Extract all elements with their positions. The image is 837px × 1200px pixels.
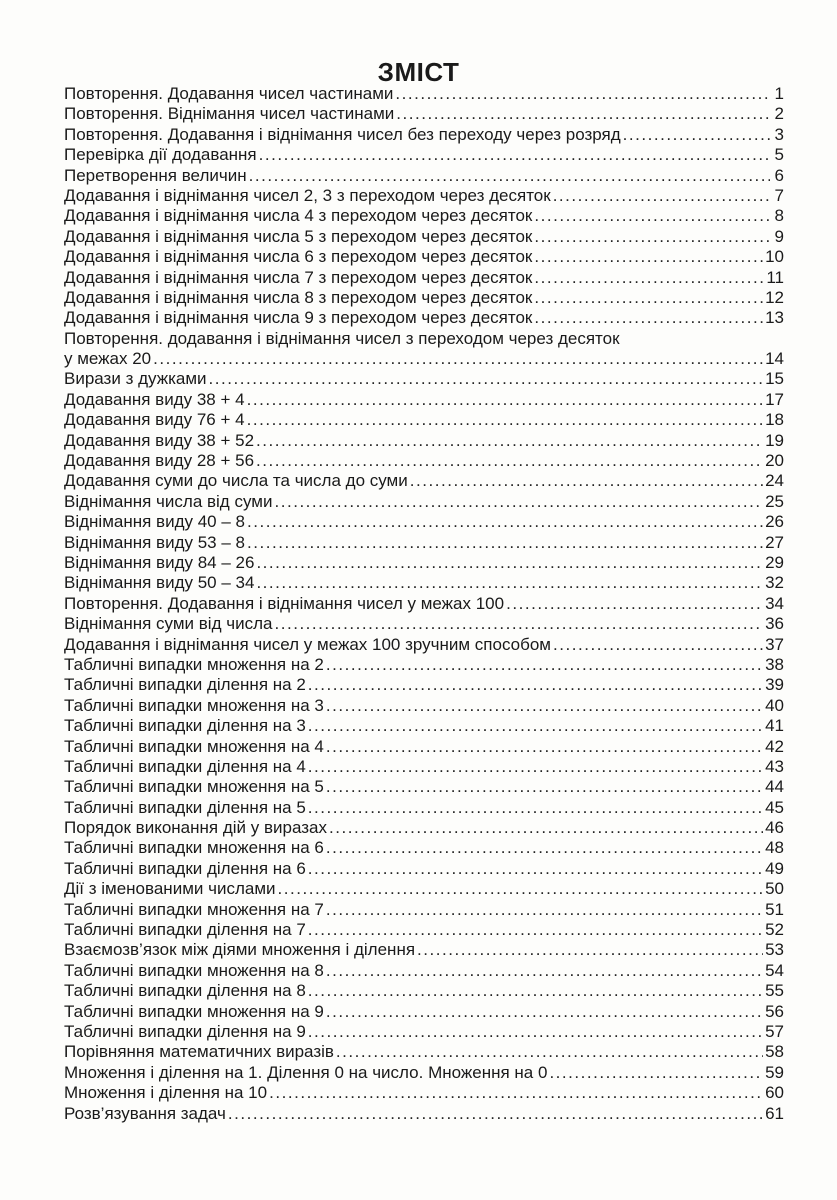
toc-page-number: 49 [765, 858, 784, 878]
toc-entry-title: Додавання виду 76 + 4 [64, 410, 245, 430]
toc-page-number: 15 [765, 369, 784, 389]
toc-entry[interactable] [64, 533, 784, 553]
toc-entry-title: Віднімання виду 50 – 34 [64, 573, 255, 593]
toc-entry[interactable] [64, 206, 784, 226]
dot-leader [247, 533, 763, 553]
toc-entry[interactable] [64, 186, 784, 206]
dot-leader [308, 920, 763, 940]
toc-page-number: 19 [765, 430, 784, 450]
toc-entry[interactable] [64, 655, 784, 675]
toc-entry[interactable] [64, 1063, 784, 1083]
dot-leader [326, 961, 763, 981]
toc-entry[interactable] [64, 675, 784, 695]
toc-entry-title: Додавання і віднімання числа 8 з переходом через десяток [64, 287, 533, 307]
toc-entry[interactable] [64, 614, 784, 634]
dot-leader [410, 471, 763, 491]
dot-leader [326, 655, 763, 675]
toc-page-number: 25 [765, 491, 784, 511]
dot-leader [308, 716, 763, 736]
toc-entry-title: Табличні випадки множення на 5 [64, 777, 324, 797]
toc-page-number: 13 [765, 308, 784, 328]
dot-leader [506, 594, 763, 614]
dot-leader [534, 247, 763, 267]
dot-leader [256, 553, 763, 573]
dot-leader [396, 104, 770, 124]
toc-entry-title: Перетворення величин [64, 165, 247, 185]
toc-page-number: 60 [765, 1083, 784, 1103]
toc-page-number: 7 [774, 185, 784, 205]
dot-leader [329, 818, 763, 838]
toc-entry[interactable] [64, 288, 784, 308]
toc-page-number: 5 [774, 145, 784, 165]
toc-entry[interactable] [64, 104, 784, 124]
toc-page-number: 37 [765, 634, 784, 654]
toc-page-number: 29 [765, 552, 784, 572]
toc-page-number: 42 [765, 736, 784, 756]
toc-entry[interactable] [64, 696, 784, 716]
dot-leader [256, 451, 763, 471]
dot-leader [417, 940, 763, 960]
toc-page-number: 45 [765, 797, 784, 817]
toc-entry[interactable] [64, 512, 784, 532]
toc-page-number: 8 [774, 206, 784, 226]
toc-entry[interactable] [64, 737, 784, 757]
toc-entry[interactable] [64, 757, 784, 777]
toc-page-number: 38 [765, 654, 784, 674]
dot-leader [549, 1063, 763, 1083]
dot-leader [534, 308, 763, 328]
toc-entry[interactable] [64, 268, 784, 288]
toc-entry-title: Додавання суми до числа та числа до суми [64, 471, 408, 491]
toc-page-number: 24 [765, 471, 784, 491]
dot-leader [153, 349, 763, 369]
dot-leader [326, 838, 763, 858]
toc-page-number: 61 [765, 1103, 784, 1123]
toc-page-number: 9 [774, 226, 784, 246]
toc-entry[interactable] [64, 940, 784, 960]
toc-entry-title: Табличні випадки множення на 2 [64, 654, 324, 674]
toc-entry-title: Порядок виконання дій у виразах [64, 818, 327, 838]
toc-entry-title: Віднімання виду 53 – 8 [64, 532, 245, 552]
dot-leader [247, 390, 764, 410]
toc-entry-title: Табличні випадки множення на 8 [64, 960, 324, 980]
toc-entry[interactable] [64, 308, 784, 328]
toc-entry-title-continued: у межах 20 [64, 349, 152, 369]
toc-page-number: 58 [765, 1042, 784, 1062]
toc-entry[interactable] [64, 573, 784, 593]
dot-leader [256, 573, 763, 593]
toc-entry[interactable] [64, 1002, 784, 1022]
toc-page-number: 1 [774, 84, 784, 103]
toc-entry-title: Табличні випадки множення на 7 [64, 899, 324, 919]
toc-entry[interactable] [64, 920, 784, 940]
toc-entry[interactable] [64, 390, 784, 410]
toc-page-number: 52 [765, 920, 784, 940]
toc-entry[interactable] [64, 818, 784, 838]
toc-entry-title: Розв’язування задач [64, 1103, 226, 1123]
toc-entry-title: Додавання і віднімання числа 7 з переходом через десяток [64, 267, 533, 287]
toc-entry-title: Табличні випадки ділення на 5 [64, 797, 306, 817]
toc-page-number: 41 [765, 716, 784, 736]
toc-entry-title: Додавання і віднімання чисел у межах 100 зручним способом [64, 634, 551, 654]
dot-leader [534, 268, 764, 288]
toc-page-number: 51 [765, 899, 784, 919]
toc-entry-title: Табличні випадки множення на 4 [64, 736, 324, 756]
toc-page-number: 3 [774, 124, 784, 144]
dot-leader [534, 288, 763, 308]
toc-page-number: 48 [765, 838, 784, 858]
dot-leader [623, 125, 770, 145]
dot-leader [269, 1083, 763, 1103]
toc-entry[interactable] [64, 879, 784, 899]
toc-entry[interactable] [64, 227, 784, 247]
toc-entry[interactable] [64, 492, 784, 512]
toc-entry-title: Дії з іменованими числами [64, 879, 276, 899]
toc-entry[interactable] [64, 716, 784, 736]
toc-entry-title: Перевірка дії додавання [64, 145, 257, 165]
toc-page-number: 39 [765, 675, 784, 695]
toc-page-number: 26 [765, 512, 784, 532]
dot-leader [308, 859, 763, 879]
toc-page-number: 36 [765, 614, 784, 634]
toc-entry[interactable] [64, 1022, 784, 1042]
toc-entry[interactable] [64, 1042, 784, 1062]
toc-entry-title: Табличні випадки ділення на 8 [64, 981, 306, 1001]
toc-entry[interactable] [64, 471, 784, 491]
dot-leader [308, 675, 763, 695]
dot-leader [336, 1042, 763, 1062]
toc-entry[interactable] [64, 553, 784, 573]
toc-entry-title: Табличні випадки ділення на 9 [64, 1021, 306, 1041]
dot-leader [553, 635, 763, 655]
dot-leader [209, 369, 764, 389]
toc-entry-title: Повторення. Додавання чисел частинами [64, 84, 394, 103]
dot-leader [249, 166, 770, 186]
toc-entry[interactable] [64, 125, 784, 145]
toc-entry[interactable] [64, 247, 784, 267]
toc-page-number: 14 [765, 349, 784, 369]
dot-leader [308, 1022, 763, 1042]
toc-entry-title: Додавання і віднімання числа 4 з переходом через десяток [64, 206, 533, 226]
dot-leader [308, 981, 763, 1001]
toc-entry-title: Множення і ділення на 10 [64, 1083, 268, 1103]
toc-entry-title: Додавання виду 38 + 4 [64, 389, 245, 409]
toc-entry-title: Віднімання числа від суми [64, 491, 273, 511]
dot-leader [247, 512, 763, 532]
dot-leader [326, 737, 763, 757]
dot-leader [247, 410, 764, 430]
toc-entry[interactable] [64, 961, 784, 981]
toc-entry-title: Віднімання суми від числа [64, 614, 273, 634]
dot-leader [395, 84, 770, 104]
toc-page-number: 11 [766, 267, 784, 287]
dot-leader [274, 492, 763, 512]
toc-entry-title: Табличні випадки ділення на 7 [64, 920, 306, 940]
toc-entry[interactable] [64, 859, 784, 879]
toc-entry-title: Табличні випадки ділення на 6 [64, 858, 306, 878]
toc-entry-title: Повторення. Додавання і віднімання чисел у межах 100 [64, 593, 505, 613]
toc-page-number: 18 [765, 410, 784, 430]
toc-entry[interactable] [64, 431, 784, 451]
toc-page-number: 20 [765, 451, 784, 471]
toc-entry[interactable] [64, 410, 784, 430]
dot-leader [326, 777, 763, 797]
toc-page-number: 44 [765, 777, 784, 797]
table-of-contents [64, 84, 784, 1124]
toc-entry[interactable] [64, 1083, 784, 1103]
toc-entry[interactable] [64, 1104, 784, 1124]
toc-entry-title: Взаємозв’язок між діями множення і ділення [64, 940, 416, 960]
dot-leader [259, 145, 770, 165]
toc-entry-title: Табличні випадки множення на 9 [64, 1001, 324, 1021]
toc-page-number: 43 [765, 756, 784, 776]
toc-entry[interactable] [64, 369, 784, 389]
toc-entry[interactable] [64, 329, 784, 370]
toc-page-number: 32 [765, 573, 784, 593]
toc-entry-title: Додавання виду 38 + 52 [64, 430, 255, 450]
toc-entry-title: Додавання і віднімання числа 6 з переходом через десяток [64, 247, 533, 267]
toc-entry-title: Додавання і віднімання чисел 2, 3 з переходом через десяток [64, 185, 551, 205]
toc-entry-title: Додавання і віднімання числа 9 з переходом через десяток [64, 308, 533, 328]
toc-entry-title: Множення і ділення на 1. Ділення 0 на число. Множення на 0 [64, 1062, 548, 1082]
toc-page-number: 55 [765, 981, 784, 1001]
toc-entry-title: Повторення. Віднімання чисел частинами [64, 104, 395, 124]
dot-leader [326, 1002, 763, 1022]
toc-page-number: 2 [774, 104, 784, 124]
toc-page-number: 57 [765, 1021, 784, 1041]
dot-leader [534, 227, 770, 247]
toc-page-number: 53 [765, 940, 784, 960]
dot-leader [553, 186, 770, 206]
dot-leader [278, 879, 764, 899]
toc-entry[interactable] [64, 145, 784, 165]
toc-entry-title: Додавання виду 28 + 56 [64, 451, 255, 471]
dot-leader [308, 757, 763, 777]
toc-entry-title: Порівняння математичних виразів [64, 1042, 334, 1062]
toc-entry-title: Табличні випадки ділення на 3 [64, 716, 306, 736]
toc-entry-title: Вирази з дужками [64, 369, 207, 389]
toc-entry-title: Табличні випадки множення на 3 [64, 695, 324, 715]
dot-leader [228, 1104, 763, 1124]
dot-leader [326, 900, 763, 920]
toc-page-number: 10 [765, 247, 784, 267]
toc-entry[interactable] [64, 981, 784, 1001]
toc-page-number: 50 [765, 879, 784, 899]
toc-entry[interactable] [64, 166, 784, 186]
toc-entry-title: Табличні випадки ділення на 4 [64, 756, 306, 776]
toc-entry[interactable] [64, 777, 784, 797]
toc-entry-title: Табличні випадки ділення на 2 [64, 675, 306, 695]
dot-leader [256, 431, 763, 451]
toc-page-number: 12 [765, 287, 784, 307]
dot-leader [534, 206, 770, 226]
toc-page-number: 46 [765, 818, 784, 838]
toc-entry[interactable] [64, 84, 784, 104]
toc-entry[interactable] [64, 838, 784, 858]
toc-page-number: 59 [765, 1062, 784, 1082]
dot-leader [308, 798, 763, 818]
dot-leader [326, 696, 763, 716]
toc-entry-title: Повторення. додавання і віднімання чисел з переходом через десяток [64, 328, 620, 348]
toc-entry-title: Віднімання виду 40 – 8 [64, 512, 245, 532]
toc-page-number: 27 [765, 532, 784, 552]
toc-entry-title: Додавання і віднімання числа 5 з переходом через десяток [64, 226, 533, 246]
toc-page-number: 17 [765, 389, 784, 409]
toc-entry[interactable] [64, 594, 784, 614]
toc-entry-title: Віднімання виду 84 – 26 [64, 552, 255, 572]
toc-page-number: 40 [765, 695, 784, 715]
toc-entry-title: Повторення. Додавання і віднімання чисел без переходу через розряд [64, 124, 621, 144]
dot-leader [274, 614, 763, 634]
toc-entry[interactable] [64, 635, 784, 655]
page-title: ЗМІСТ [377, 57, 460, 87]
toc-entry[interactable] [64, 451, 784, 471]
toc-page-number: 54 [765, 960, 784, 980]
toc-page-number: 34 [765, 593, 784, 613]
toc-entry[interactable] [64, 900, 784, 920]
toc-entry[interactable] [64, 798, 784, 818]
toc-entry-title: Табличні випадки множення на 6 [64, 838, 324, 858]
toc-page-number: 56 [765, 1001, 784, 1021]
toc-page-number: 6 [774, 165, 784, 185]
